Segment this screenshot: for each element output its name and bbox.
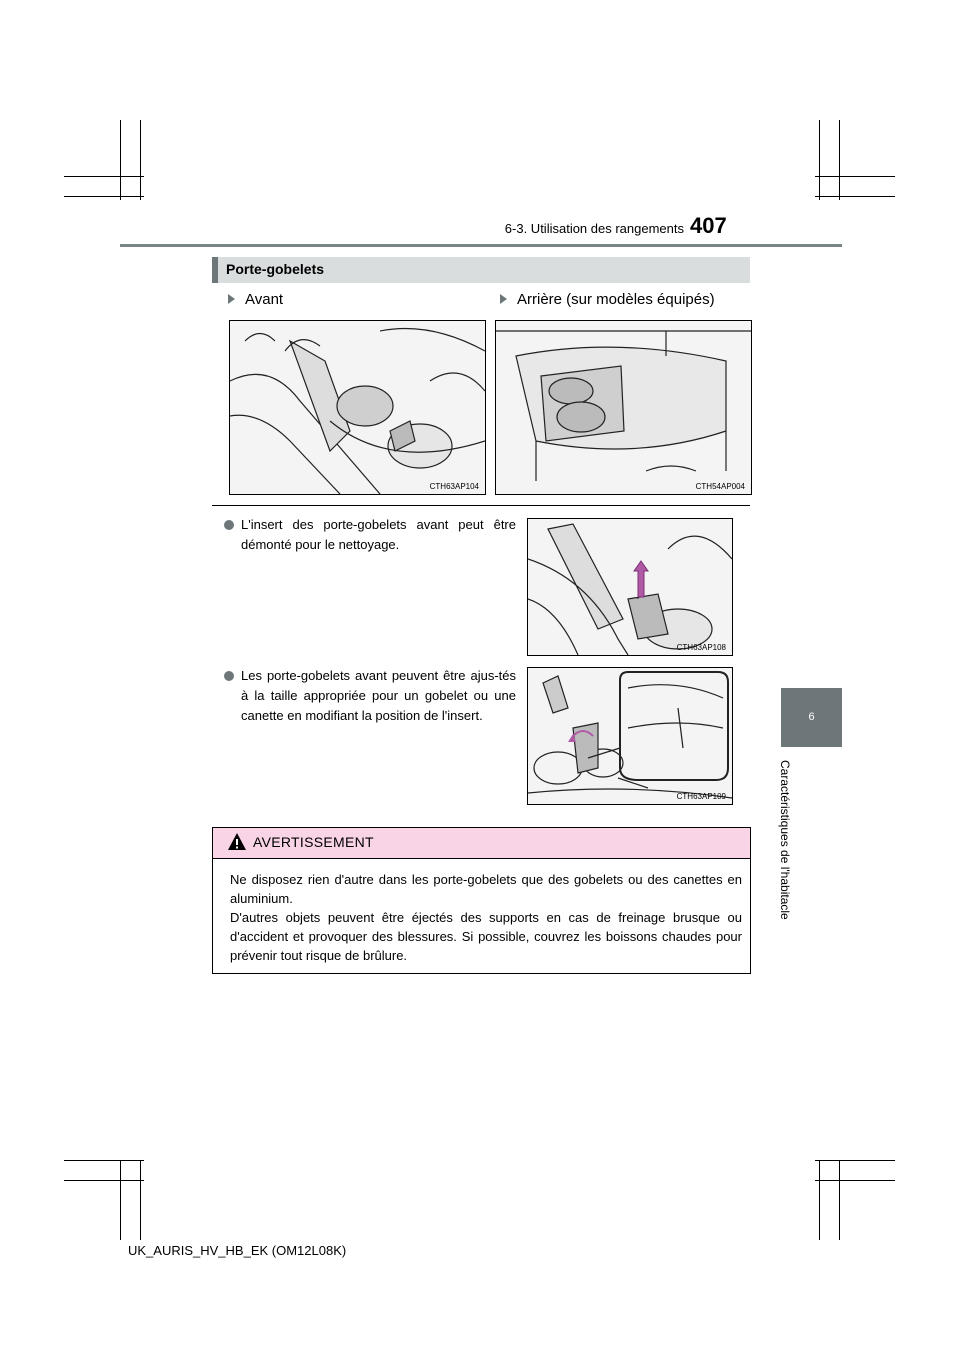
header-section-title: 6-3. Utilisation des rangements [504, 221, 684, 236]
warning-paragraph: D'autres objets peuvent être éjectés des supports en cas de freinage brusque ou d'accident et provoquer des blessures. Si possible, couvrez les boissons chaudes pour prévenir tout risque de brûlure. [230, 910, 742, 963]
chapter-number: 6 [808, 711, 815, 723]
divider [212, 505, 750, 506]
crop-mark [815, 176, 895, 177]
warning-box [212, 827, 751, 974]
crop-mark [815, 1160, 895, 1161]
triangle-bullet-icon [228, 294, 235, 304]
section-title: Porte-gobelets [226, 261, 325, 277]
document-code: UK_AURIS_HV_HB_EK (OM12L08K) [128, 1243, 347, 1258]
crop-mark [815, 1180, 895, 1181]
crop-mark [815, 196, 895, 197]
insert-removal-drawing [528, 519, 732, 655]
crop-mark [839, 120, 840, 200]
crop-mark [64, 176, 144, 177]
warning-body [230, 870, 742, 965]
bullet-dot-icon [224, 671, 234, 681]
front-cupholder-drawing [230, 321, 485, 494]
crop-mark [819, 1160, 820, 1240]
chapter-tab [781, 688, 842, 747]
figure-code: CTH63AP104 [429, 482, 479, 491]
header-rule [120, 244, 842, 247]
bullet-item [224, 666, 516, 726]
bullet-text: Les porte-gobelets avant peuvent être ajus-tés à la taille appropriée pour un gobelet ou une canette en modifiant la position de l'insert. [241, 668, 516, 723]
warning-title: AVERTISSEMENT [253, 834, 374, 850]
chapter-title [778, 760, 802, 930]
bullet-dot-icon [224, 520, 234, 530]
figure-code: CTH54AP004 [695, 482, 745, 491]
bullet-text: L'insert des porte-gobelets avant peut être démonté pour le nettoyage. [241, 517, 516, 552]
front-cupholder-illustration [229, 320, 486, 495]
insert-adjust-drawing [528, 668, 732, 804]
figure-code: CTH63AP108 [676, 643, 726, 652]
crop-mark [64, 1160, 144, 1161]
page-number: 407 [690, 213, 727, 238]
rear-cupholder-drawing [496, 321, 751, 494]
crop-mark [140, 120, 141, 200]
crop-mark [819, 120, 820, 200]
figure-code: CTH63AP109 [676, 792, 726, 801]
crop-mark [140, 1160, 141, 1240]
subheading-rear-label: Arrière (sur modèles équipés) [517, 291, 715, 308]
subheading-rear [500, 291, 715, 308]
chapter-title-text: Caractéristiques de l'habitacle [778, 760, 792, 920]
section-accent [212, 257, 218, 283]
warning-paragraph: Ne disposez rien d'autre dans les porte-gobelets que des gobelets ou des canettes en aluminium. [230, 872, 742, 906]
crop-mark [839, 1160, 840, 1240]
crop-mark [64, 1180, 144, 1181]
subheading-front [228, 291, 283, 308]
triangle-bullet-icon [500, 294, 507, 304]
rear-cupholder-illustration [495, 320, 752, 495]
warning-triangle-icon [227, 832, 247, 852]
subheading-front-label: Avant [245, 291, 284, 308]
crop-mark [120, 1160, 121, 1240]
warning-header [213, 828, 750, 859]
insert-adjust-illustration [527, 667, 733, 805]
bullet-item [224, 515, 516, 555]
insert-removal-illustration [527, 518, 733, 656]
crop-mark [120, 120, 121, 200]
crop-mark [64, 196, 144, 197]
section-heading-bar [212, 257, 750, 283]
